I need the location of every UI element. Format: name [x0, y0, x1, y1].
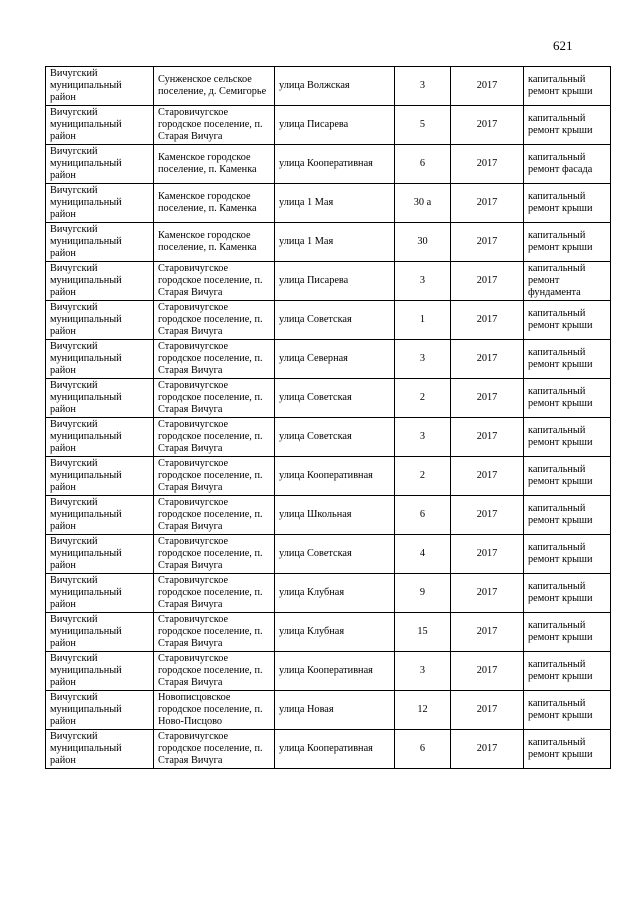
year-cell: 2017 — [451, 67, 524, 106]
settlement-cell: Старовичугское городское поселение, п. Старая Вичуга — [154, 418, 275, 457]
house-number-cell: 3 — [395, 67, 451, 106]
street-cell: улица Волжская — [275, 67, 395, 106]
year-cell: 2017 — [451, 418, 524, 457]
settlement-cell: Каменское городское поселение, п. Каменка — [154, 184, 275, 223]
year-cell: 2017 — [451, 730, 524, 769]
work-type-cell: капитальный ремонт крыши — [524, 535, 611, 574]
house-number-cell: 15 — [395, 613, 451, 652]
settlement-cell: Каменское городское поселение, п. Каменка — [154, 223, 275, 262]
street-cell: улица Новая — [275, 691, 395, 730]
table-row — [46, 457, 611, 496]
municipal-area-cell: Вичугский муниципальный район — [46, 652, 154, 691]
table-row — [46, 652, 611, 691]
settlement-cell: Каменское городское поселение, п. Каменка — [154, 145, 275, 184]
municipal-area-cell: Вичугский муниципальный район — [46, 145, 154, 184]
table-body — [46, 67, 611, 769]
street-cell: улица Кооперативная — [275, 145, 395, 184]
year-cell: 2017 — [451, 535, 524, 574]
work-type-cell: капитальный ремонт крыши — [524, 691, 611, 730]
work-type-cell: капитальный ремонт крыши — [524, 67, 611, 106]
settlement-cell: Старовичугское городское поселение, п. Старая Вичуга — [154, 535, 275, 574]
table-row — [46, 613, 611, 652]
year-cell: 2017 — [451, 262, 524, 301]
table-row — [46, 535, 611, 574]
municipal-area-cell: Вичугский муниципальный район — [46, 418, 154, 457]
municipal-area-cell: Вичугский муниципальный район — [46, 223, 154, 262]
street-cell: улица Советская — [275, 535, 395, 574]
table-row — [46, 301, 611, 340]
municipal-area-cell: Вичугский муниципальный район — [46, 379, 154, 418]
page-number: 621 — [553, 38, 573, 53]
work-type-cell: капитальный ремонт крыши — [524, 301, 611, 340]
year-cell: 2017 — [451, 379, 524, 418]
house-number-cell: 2 — [395, 379, 451, 418]
municipal-area-cell: Вичугский муниципальный район — [46, 574, 154, 613]
house-number-cell: 2 — [395, 457, 451, 496]
table-row — [46, 340, 611, 379]
settlement-cell: Старовичугское городское поселение, п. Старая Вичуга — [154, 613, 275, 652]
settlement-cell: Новописцовское городское поселение, п. Ново-Писцово — [154, 691, 275, 730]
street-cell: улица 1 Мая — [275, 223, 395, 262]
work-type-cell: капитальный ремонт крыши — [524, 730, 611, 769]
work-type-cell: капитальный ремонт крыши — [524, 496, 611, 535]
table-row — [46, 106, 611, 145]
work-type-cell: капитальный ремонт крыши — [524, 418, 611, 457]
house-number-cell: 3 — [395, 262, 451, 301]
work-type-cell: капитальный ремонт крыши — [524, 652, 611, 691]
year-cell: 2017 — [451, 613, 524, 652]
street-cell: улица Писарева — [275, 106, 395, 145]
table-row — [46, 145, 611, 184]
year-cell: 2017 — [451, 457, 524, 496]
street-cell: улица Кооперативная — [275, 652, 395, 691]
table-row — [46, 262, 611, 301]
municipal-area-cell: Вичугский муниципальный район — [46, 496, 154, 535]
street-cell: улица Советская — [275, 418, 395, 457]
work-type-cell: капитальный ремонт фундамента — [524, 262, 611, 301]
year-cell: 2017 — [451, 223, 524, 262]
house-number-cell: 1 — [395, 301, 451, 340]
settlement-cell: Старовичугское городское поселение, п. Старая Вичуга — [154, 106, 275, 145]
settlement-cell: Старовичугское городское поселение, п. Старая Вичуга — [154, 496, 275, 535]
street-cell: улица Кооперативная — [275, 730, 395, 769]
settlement-cell: Сунженское сельское поселение, д. Семигорье — [154, 67, 275, 106]
municipal-area-cell: Вичугский муниципальный район — [46, 457, 154, 496]
municipal-area-cell: Вичугский муниципальный район — [46, 535, 154, 574]
year-cell: 2017 — [451, 652, 524, 691]
street-cell: улица Школьная — [275, 496, 395, 535]
table-row — [46, 184, 611, 223]
work-type-cell: капитальный ремонт крыши — [524, 184, 611, 223]
table-row — [46, 379, 611, 418]
house-number-cell: 3 — [395, 652, 451, 691]
street-cell: улица Советская — [275, 379, 395, 418]
table-row — [46, 730, 611, 769]
house-number-cell: 30 а — [395, 184, 451, 223]
year-cell: 2017 — [451, 340, 524, 379]
work-type-cell: капитальный ремонт крыши — [524, 106, 611, 145]
year-cell: 2017 — [451, 496, 524, 535]
street-cell: улица Советская — [275, 301, 395, 340]
municipal-area-cell: Вичугский муниципальный район — [46, 340, 154, 379]
year-cell: 2017 — [451, 691, 524, 730]
house-number-cell: 30 — [395, 223, 451, 262]
house-number-cell: 3 — [395, 340, 451, 379]
settlement-cell: Старовичугское городское поселение, п. Старая Вичуга — [154, 574, 275, 613]
settlement-cell: Старовичугское городское поселение, п. Старая Вичуга — [154, 652, 275, 691]
table-row — [46, 223, 611, 262]
house-number-cell: 4 — [395, 535, 451, 574]
house-number-cell: 3 — [395, 418, 451, 457]
year-cell: 2017 — [451, 301, 524, 340]
work-type-cell: капитальный ремонт крыши — [524, 574, 611, 613]
settlement-cell: Старовичугское городское поселение, п. Старая Вичуга — [154, 301, 275, 340]
street-cell: улица 1 Мая — [275, 184, 395, 223]
street-cell: улица Кооперативная — [275, 457, 395, 496]
year-cell: 2017 — [451, 106, 524, 145]
work-type-cell: капитальный ремонт крыши — [524, 457, 611, 496]
street-cell: улица Клубная — [275, 613, 395, 652]
year-cell: 2017 — [451, 184, 524, 223]
street-cell: улица Писарева — [275, 262, 395, 301]
street-cell: улица Северная — [275, 340, 395, 379]
work-type-cell: капитальный ремонт крыши — [524, 379, 611, 418]
settlement-cell: Старовичугское городское поселение, п. Старая Вичуга — [154, 340, 275, 379]
settlement-cell: Старовичугское городское поселение, п. Старая Вичуга — [154, 457, 275, 496]
housing-repair-table — [45, 66, 611, 769]
municipal-area-cell: Вичугский муниципальный район — [46, 301, 154, 340]
house-number-cell: 6 — [395, 496, 451, 535]
house-number-cell: 6 — [395, 145, 451, 184]
table-row — [46, 496, 611, 535]
house-number-cell: 5 — [395, 106, 451, 145]
house-number-cell: 6 — [395, 730, 451, 769]
work-type-cell: капитальный ремонт крыши — [524, 223, 611, 262]
municipal-area-cell: Вичугский муниципальный район — [46, 184, 154, 223]
settlement-cell: Старовичугское городское поселение, п. Старая Вичуга — [154, 379, 275, 418]
year-cell: 2017 — [451, 574, 524, 613]
street-cell: улица Клубная — [275, 574, 395, 613]
municipal-area-cell: Вичугский муниципальный район — [46, 613, 154, 652]
work-type-cell: капитальный ремонт крыши — [524, 613, 611, 652]
table-row — [46, 67, 611, 106]
settlement-cell: Старовичугское городское поселение, п. Старая Вичуга — [154, 730, 275, 769]
municipal-area-cell: Вичугский муниципальный район — [46, 67, 154, 106]
work-type-cell: капитальный ремонт крыши — [524, 340, 611, 379]
settlement-cell: Старовичугское городское поселение, п. Старая Вичуга — [154, 262, 275, 301]
municipal-area-cell: Вичугский муниципальный район — [46, 106, 154, 145]
house-number-cell: 9 — [395, 574, 451, 613]
house-number-cell: 12 — [395, 691, 451, 730]
table-row — [46, 418, 611, 457]
table-row — [46, 691, 611, 730]
municipal-area-cell: Вичугский муниципальный район — [46, 730, 154, 769]
year-cell: 2017 — [451, 145, 524, 184]
work-type-cell: капитальный ремонт фасада — [524, 145, 611, 184]
municipal-area-cell: Вичугский муниципальный район — [46, 262, 154, 301]
municipal-area-cell: Вичугский муниципальный район — [46, 691, 154, 730]
table-row — [46, 574, 611, 613]
